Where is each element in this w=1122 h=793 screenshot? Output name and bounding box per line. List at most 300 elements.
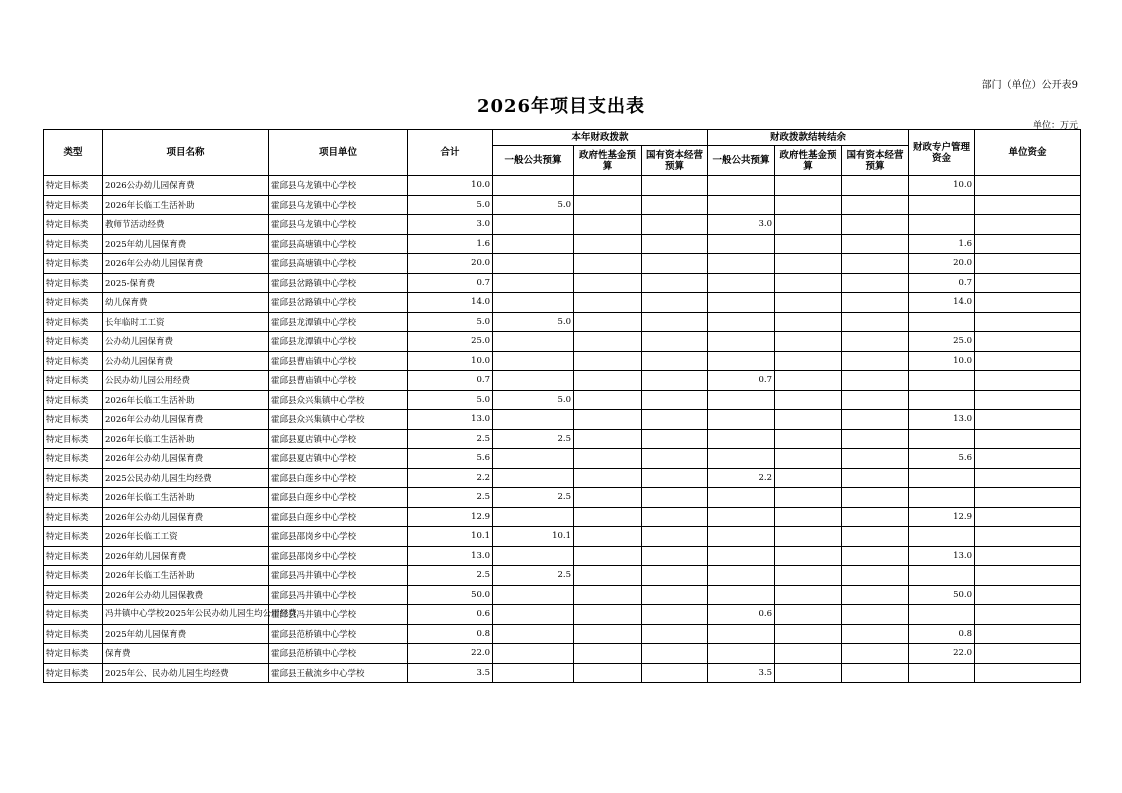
header-current-gov-fund-budget: 政府性基金预算 [574, 146, 642, 176]
cell-project-unit: 霍邱县范桥镇中心学校 [269, 624, 408, 644]
cell-type: 特定目标类 [44, 605, 103, 625]
cell-total: 3.0 [408, 215, 493, 235]
cell-total: 5.0 [408, 195, 493, 215]
cell-type: 特定目标类 [44, 449, 103, 469]
cell-carryover-general [708, 585, 775, 605]
cell-unit-fund [975, 429, 1081, 449]
cell-current-general [493, 293, 574, 313]
cell-total: 50.0 [408, 585, 493, 605]
cell-current-gov-fund [574, 527, 642, 547]
cell-special-account [909, 390, 975, 410]
cell-current-gov-fund [574, 488, 642, 508]
cell-current-state-capital [642, 195, 708, 215]
cell-unit-fund [975, 332, 1081, 352]
cell-carryover-gov-fund [775, 585, 842, 605]
cell-current-general [493, 273, 574, 293]
cell-unit-fund [975, 254, 1081, 274]
table-row [44, 507, 1081, 527]
cell-project-unit: 霍邱县乌龙镇中心学校 [269, 195, 408, 215]
cell-current-gov-fund [574, 293, 642, 313]
cell-project-name: 教师节活动经费 [103, 215, 269, 235]
cell-carryover-state-capital [842, 468, 909, 488]
cell-current-general [493, 644, 574, 664]
cell-carryover-gov-fund [775, 449, 842, 469]
cell-current-state-capital [642, 390, 708, 410]
cell-special-account [909, 605, 975, 625]
cell-carryover-state-capital [842, 663, 909, 683]
header-carryover-gov-fund-budget: 政府性基金预算 [775, 146, 842, 176]
header-carryover-general-budget: 一般公共预算 [708, 146, 775, 176]
cell-current-gov-fund [574, 312, 642, 332]
cell-total: 13.0 [408, 546, 493, 566]
cell-type: 特定目标类 [44, 215, 103, 235]
cell-special-account: 5.6 [909, 449, 975, 469]
cell-project-name: 2026公办幼儿园保育费 [103, 176, 269, 196]
cell-type: 特定目标类 [44, 234, 103, 254]
cell-special-account: 13.0 [909, 410, 975, 430]
cell-project-unit: 霍邱县夏店镇中心学校 [269, 449, 408, 469]
cell-unit-fund [975, 488, 1081, 508]
cell-carryover-state-capital [842, 585, 909, 605]
header-type: 类型 [44, 130, 103, 176]
cell-project-name: 幼儿保育费 [103, 293, 269, 313]
cell-carryover-general: 2.2 [708, 468, 775, 488]
cell-carryover-state-capital [842, 644, 909, 664]
cell-carryover-state-capital [842, 195, 909, 215]
cell-unit-fund [975, 527, 1081, 547]
cell-type: 特定目标类 [44, 410, 103, 430]
cell-type: 特定目标类 [44, 273, 103, 293]
cell-special-account [909, 215, 975, 235]
cell-carryover-gov-fund [775, 312, 842, 332]
cell-carryover-gov-fund [775, 488, 842, 508]
cell-carryover-gov-fund [775, 410, 842, 430]
cell-project-unit: 霍邱县邵岗乡中心学校 [269, 546, 408, 566]
cell-carryover-state-capital [842, 293, 909, 313]
cell-total: 0.7 [408, 273, 493, 293]
cell-special-account [909, 468, 975, 488]
cell-current-state-capital [642, 585, 708, 605]
cell-carryover-general [708, 273, 775, 293]
cell-carryover-general [708, 332, 775, 352]
cell-current-gov-fund [574, 468, 642, 488]
cell-special-account [909, 663, 975, 683]
cell-current-state-capital [642, 273, 708, 293]
cell-current-general [493, 371, 574, 391]
cell-total: 2.5 [408, 429, 493, 449]
cell-special-account [909, 195, 975, 215]
cell-carryover-general [708, 195, 775, 215]
cell-special-account: 13.0 [909, 546, 975, 566]
cell-current-gov-fund [574, 644, 642, 664]
cell-carryover-state-capital [842, 488, 909, 508]
cell-carryover-general [708, 351, 775, 371]
table-row [44, 410, 1081, 430]
cell-special-account [909, 429, 975, 449]
cell-current-gov-fund [574, 663, 642, 683]
cell-current-gov-fund [574, 507, 642, 527]
cell-unit-fund [975, 546, 1081, 566]
cell-carryover-general [708, 449, 775, 469]
cell-unit-fund [975, 663, 1081, 683]
cell-project-name: 2025年幼儿园保育费 [103, 624, 269, 644]
cell-carryover-general [708, 527, 775, 547]
cell-type: 特定目标类 [44, 390, 103, 410]
table-row [44, 273, 1081, 293]
cell-carryover-gov-fund [775, 371, 842, 391]
cell-project-name: 2026年公办幼儿园保育费 [103, 449, 269, 469]
cell-project-unit: 霍邱县众兴集镇中心学校 [269, 390, 408, 410]
cell-total: 3.5 [408, 663, 493, 683]
cell-current-gov-fund [574, 624, 642, 644]
cell-carryover-general: 3.0 [708, 215, 775, 235]
cell-current-state-capital [642, 254, 708, 274]
cell-carryover-general [708, 546, 775, 566]
cell-total: 5.0 [408, 390, 493, 410]
cell-carryover-state-capital [842, 332, 909, 352]
cell-unit-fund [975, 605, 1081, 625]
cell-special-account: 22.0 [909, 644, 975, 664]
cell-carryover-general [708, 234, 775, 254]
cell-carryover-gov-fund [775, 663, 842, 683]
table-row [44, 624, 1081, 644]
cell-project-unit: 霍邱县龙潭镇中心学校 [269, 332, 408, 352]
cell-carryover-gov-fund [775, 624, 842, 644]
cell-current-state-capital [642, 624, 708, 644]
cell-project-unit: 霍邱县龙潭镇中心学校 [269, 312, 408, 332]
header-project-name: 项目名称 [103, 130, 269, 176]
cell-unit-fund [975, 644, 1081, 664]
cell-carryover-gov-fund [775, 546, 842, 566]
cell-current-general [493, 449, 574, 469]
cell-type: 特定目标类 [44, 195, 103, 215]
cell-carryover-state-capital [842, 605, 909, 625]
cell-carryover-gov-fund [775, 351, 842, 371]
table-row [44, 312, 1081, 332]
cell-special-account: 25.0 [909, 332, 975, 352]
cell-type: 特定目标类 [44, 663, 103, 683]
cell-carryover-general [708, 488, 775, 508]
cell-current-general: 2.5 [493, 488, 574, 508]
cell-type: 特定目标类 [44, 507, 103, 527]
cell-carryover-state-capital [842, 429, 909, 449]
cell-project-name: 2026年长临工工资 [103, 527, 269, 547]
cell-special-account: 10.0 [909, 176, 975, 196]
cell-current-general [493, 624, 574, 644]
cell-current-gov-fund [574, 546, 642, 566]
table-row [44, 371, 1081, 391]
cell-current-general [493, 176, 574, 196]
cell-total: 0.7 [408, 371, 493, 391]
cell-special-account [909, 488, 975, 508]
cell-carryover-general [708, 566, 775, 586]
cell-carryover-state-capital [842, 312, 909, 332]
cell-current-state-capital [642, 410, 708, 430]
cell-total: 10.1 [408, 527, 493, 547]
cell-current-state-capital [642, 546, 708, 566]
cell-total: 0.8 [408, 624, 493, 644]
cell-current-general [493, 468, 574, 488]
cell-carryover-gov-fund [775, 195, 842, 215]
cell-current-state-capital [642, 605, 708, 625]
cell-current-gov-fund [574, 332, 642, 352]
cell-special-account: 20.0 [909, 254, 975, 274]
cell-carryover-gov-fund [775, 176, 842, 196]
cell-carryover-state-capital [842, 449, 909, 469]
cell-project-name: 2025年幼儿园保育费 [103, 234, 269, 254]
cell-current-general [493, 332, 574, 352]
cell-special-account: 12.9 [909, 507, 975, 527]
cell-carryover-general [708, 644, 775, 664]
cell-current-gov-fund [574, 566, 642, 586]
table-row [44, 546, 1081, 566]
cell-current-general [493, 215, 574, 235]
cell-total: 10.0 [408, 176, 493, 196]
cell-project-name: 2026年公办幼儿园保育费 [103, 507, 269, 527]
cell-current-gov-fund [574, 585, 642, 605]
cell-project-unit: 霍邱县高塘镇中心学校 [269, 234, 408, 254]
cell-project-name: 2026年长临工生活补助 [103, 390, 269, 410]
cell-project-name: 2026年长临工生活补助 [103, 195, 269, 215]
cell-carryover-general [708, 507, 775, 527]
cell-current-general [493, 234, 574, 254]
cell-project-name: 公民办幼儿园公用经费 [103, 371, 269, 391]
table-row [44, 585, 1081, 605]
table-row [44, 429, 1081, 449]
cell-carryover-state-capital [842, 566, 909, 586]
cell-carryover-gov-fund [775, 429, 842, 449]
cell-carryover-gov-fund [775, 507, 842, 527]
cell-special-account: 14.0 [909, 293, 975, 313]
cell-carryover-gov-fund [775, 215, 842, 235]
cell-carryover-state-capital [842, 215, 909, 235]
cell-project-unit: 霍邱县邵岗乡中心学校 [269, 527, 408, 547]
cell-current-gov-fund [574, 351, 642, 371]
cell-carryover-state-capital [842, 254, 909, 274]
cell-total: 2.5 [408, 488, 493, 508]
cell-current-state-capital [642, 449, 708, 469]
cell-current-state-capital [642, 527, 708, 547]
cell-carryover-general: 0.7 [708, 371, 775, 391]
cell-unit-fund [975, 585, 1081, 605]
cell-current-general: 5.0 [493, 195, 574, 215]
cell-carryover-state-capital [842, 371, 909, 391]
cell-type: 特定目标类 [44, 254, 103, 274]
cell-current-state-capital [642, 234, 708, 254]
cell-type: 特定目标类 [44, 488, 103, 508]
cell-type: 特定目标类 [44, 644, 103, 664]
cell-unit-fund [975, 624, 1081, 644]
cell-unit-fund [975, 507, 1081, 527]
table-row [44, 468, 1081, 488]
cell-current-state-capital [642, 507, 708, 527]
table-row [44, 488, 1081, 508]
cell-current-general [493, 351, 574, 371]
cell-unit-fund [975, 566, 1081, 586]
cell-carryover-state-capital [842, 546, 909, 566]
cell-current-general: 10.1 [493, 527, 574, 547]
cell-type: 特定目标类 [44, 293, 103, 313]
cell-carryover-general: 3.5 [708, 663, 775, 683]
cell-unit-fund [975, 449, 1081, 469]
cell-carryover-gov-fund [775, 332, 842, 352]
cell-carryover-general [708, 254, 775, 274]
cell-project-name: 长年临时工工资 [103, 312, 269, 332]
cell-project-name: 2026年长临工生活补助 [103, 429, 269, 449]
document-code: 部门（单位）公开表9 [981, 80, 1078, 91]
cell-carryover-state-capital [842, 527, 909, 547]
table-row [44, 234, 1081, 254]
cell-project-name: 保育费 [103, 644, 269, 664]
cell-type: 特定目标类 [44, 371, 103, 391]
cell-carryover-state-capital [842, 410, 909, 430]
cell-project-name: 公办幼儿园保育费 [103, 351, 269, 371]
cell-current-general: 5.0 [493, 312, 574, 332]
cell-carryover-state-capital [842, 234, 909, 254]
cell-current-state-capital [642, 176, 708, 196]
cell-carryover-general [708, 390, 775, 410]
cell-current-gov-fund [574, 390, 642, 410]
table-row [44, 254, 1081, 274]
cell-carryover-gov-fund [775, 527, 842, 547]
cell-total: 25.0 [408, 332, 493, 352]
cell-special-account [909, 566, 975, 586]
cell-unit-fund [975, 195, 1081, 215]
cell-carryover-state-capital [842, 624, 909, 644]
cell-project-unit: 霍邱县冯井镇中心学校 [269, 605, 408, 625]
cell-total: 20.0 [408, 254, 493, 274]
cell-project-unit: 霍邱县曹庙镇中心学校 [269, 371, 408, 391]
cell-project-name: 2025-保育费 [103, 273, 269, 293]
cell-project-unit: 霍邱县曹庙镇中心学校 [269, 351, 408, 371]
cell-current-state-capital [642, 566, 708, 586]
cell-type: 特定目标类 [44, 585, 103, 605]
project-expenditure-table [43, 129, 1081, 683]
table-row [44, 195, 1081, 215]
table-row [44, 605, 1081, 625]
cell-total: 12.9 [408, 507, 493, 527]
cell-type: 特定目标类 [44, 624, 103, 644]
cell-project-name: 2026年长临工生活补助 [103, 566, 269, 586]
cell-project-name: 2026年幼儿园保育费 [103, 546, 269, 566]
cell-carryover-state-capital [842, 390, 909, 410]
cell-special-account: 0.7 [909, 273, 975, 293]
cell-current-state-capital [642, 332, 708, 352]
cell-project-unit: 霍邱县王截流乡中心学校 [269, 663, 408, 683]
cell-project-unit: 霍邱县范桥镇中心学校 [269, 644, 408, 664]
cell-total: 0.6 [408, 605, 493, 625]
cell-carryover-general [708, 624, 775, 644]
cell-carryover-gov-fund [775, 390, 842, 410]
cell-unit-fund [975, 410, 1081, 430]
cell-current-general [493, 410, 574, 430]
table-row [44, 215, 1081, 235]
table-row [44, 351, 1081, 371]
cell-special-account: 0.8 [909, 624, 975, 644]
cell-project-unit: 霍邱县高塘镇中心学校 [269, 254, 408, 274]
cell-carryover-gov-fund [775, 605, 842, 625]
cell-carryover-gov-fund [775, 293, 842, 313]
header-carryover-balance: 财政拨款结转结余 [708, 130, 909, 146]
cell-carryover-gov-fund [775, 566, 842, 586]
cell-project-name: 2025公民办幼儿园生均经费 [103, 468, 269, 488]
cell-special-account: 50.0 [909, 585, 975, 605]
header-current-general-budget: 一般公共预算 [493, 146, 574, 176]
cell-unit-fund [975, 293, 1081, 313]
table-row [44, 663, 1081, 683]
cell-current-state-capital [642, 371, 708, 391]
cell-total: 2.2 [408, 468, 493, 488]
cell-project-unit: 霍邱县岔路镇中心学校 [269, 293, 408, 313]
cell-special-account: 10.0 [909, 351, 975, 371]
cell-special-account [909, 527, 975, 547]
cell-carryover-state-capital [842, 507, 909, 527]
cell-special-account [909, 371, 975, 391]
cell-carryover-general [708, 312, 775, 332]
cell-carryover-gov-fund [775, 254, 842, 274]
cell-type: 特定目标类 [44, 332, 103, 352]
header-project-unit: 项目单位 [269, 130, 408, 176]
cell-unit-fund [975, 390, 1081, 410]
cell-total: 13.0 [408, 410, 493, 430]
cell-current-gov-fund [574, 254, 642, 274]
cell-current-general [493, 254, 574, 274]
cell-current-general [493, 663, 574, 683]
cell-current-gov-fund [574, 195, 642, 215]
cell-type: 特定目标类 [44, 468, 103, 488]
cell-current-gov-fund [574, 410, 642, 430]
table-row [44, 449, 1081, 469]
cell-current-state-capital [642, 663, 708, 683]
cell-type: 特定目标类 [44, 312, 103, 332]
cell-carryover-state-capital [842, 351, 909, 371]
cell-total: 2.5 [408, 566, 493, 586]
page-title: 2026年项目支出表 [476, 96, 646, 117]
header-current-year-allocation: 本年财政拨款 [493, 130, 708, 146]
cell-project-name: 2026年公办幼儿园保育费 [103, 254, 269, 274]
cell-total: 10.0 [408, 351, 493, 371]
header-unit-fund: 单位资金 [975, 130, 1081, 176]
cell-total: 1.6 [408, 234, 493, 254]
cell-current-general: 2.5 [493, 566, 574, 586]
header-carryover-state-capital-budget: 国有资本经营预算 [842, 146, 909, 176]
cell-project-unit: 霍邱县夏店镇中心学校 [269, 429, 408, 449]
table-row [44, 176, 1081, 196]
cell-type: 特定目标类 [44, 527, 103, 547]
cell-special-account: 1.6 [909, 234, 975, 254]
cell-current-gov-fund [574, 273, 642, 293]
table-row [44, 566, 1081, 586]
cell-current-gov-fund [574, 429, 642, 449]
cell-carryover-gov-fund [775, 273, 842, 293]
cell-unit-fund [975, 371, 1081, 391]
cell-carryover-gov-fund [775, 468, 842, 488]
cell-project-name: 2025年公、民办幼儿园生均经费 [103, 663, 269, 683]
cell-project-name: 冯井镇中心学校2025年公民办幼儿园生均公用经费 [103, 605, 269, 625]
cell-project-unit: 霍邱县众兴集镇中心学校 [269, 410, 408, 430]
cell-unit-fund [975, 234, 1081, 254]
cell-current-state-capital [642, 644, 708, 664]
cell-current-gov-fund [574, 215, 642, 235]
header-total: 合计 [408, 130, 493, 176]
table-row [44, 332, 1081, 352]
cell-type: 特定目标类 [44, 546, 103, 566]
cell-current-gov-fund [574, 234, 642, 254]
cell-type: 特定目标类 [44, 176, 103, 196]
cell-project-unit: 霍邱县冯井镇中心学校 [269, 566, 408, 586]
cell-total: 5.0 [408, 312, 493, 332]
cell-project-unit: 霍邱县冯井镇中心学校 [269, 585, 408, 605]
